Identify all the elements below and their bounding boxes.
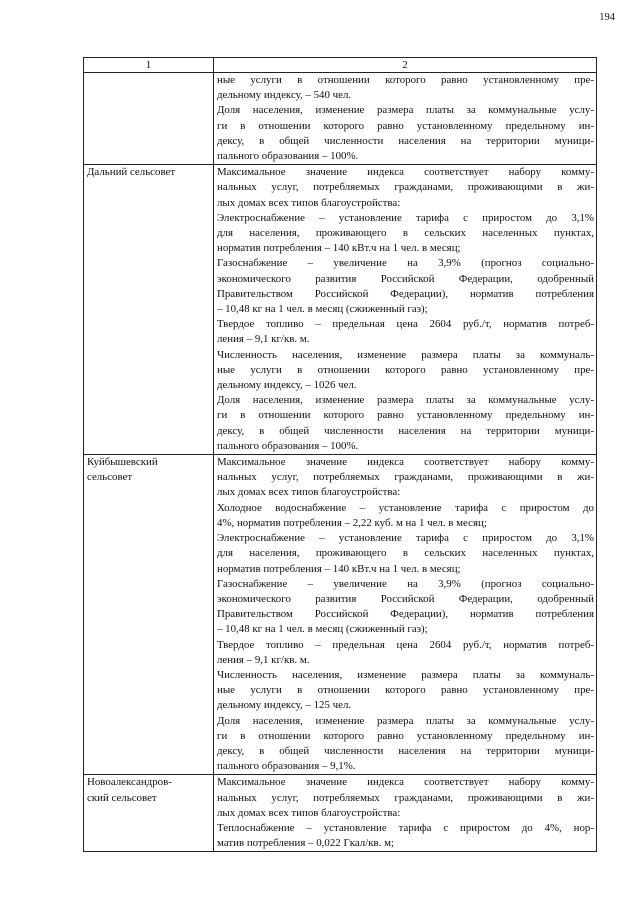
description-line: Доля населения, изменение размера платы за коммунальные услу- xyxy=(217,104,594,117)
description-line: – 10,48 кг на 1 чел. в месяц (сжиженный газ); xyxy=(217,303,428,316)
description-line: Правительством Российской Федерации), норматив потребления xyxy=(217,608,594,621)
municipality-cell xyxy=(84,775,214,852)
description-cell xyxy=(214,775,597,852)
municipality-cell xyxy=(84,455,214,775)
description-line: Газоснабжение – увеличение на 3,9% (прогноз социально- xyxy=(217,577,594,590)
column-header: 1 xyxy=(84,58,214,73)
description-line: нальных услуг, потребляемых гражданами, проживающими в жи- xyxy=(217,181,594,194)
description-line: Численность населения, изменение размера платы за коммуналь- xyxy=(217,668,594,681)
description-line: лых домах всех типов благоустройства: xyxy=(217,486,401,499)
description-line: лых домах всех типов благоустройства: xyxy=(217,806,401,819)
description-line: Электроснабжение – установление тарифа с приростом до 3,1% xyxy=(217,532,594,545)
description-line: нальных услуг, потребляемых гражданами, проживающими в жи- xyxy=(217,791,594,804)
description-line: ления – 9,1 кг/кв. м. xyxy=(217,653,310,666)
description-line: норматив потребления – 140 кВт.ч на 1 чел. в месяц; xyxy=(217,242,461,255)
page-number: 194 xyxy=(599,12,615,23)
table-header-row xyxy=(84,58,597,73)
municipality-name-line: Куйбышевский xyxy=(87,456,158,469)
description-line: ги в отношении которого равно установленному предельному ин- xyxy=(217,119,594,132)
description-line: для населения, проживающего в сельских населенных пунктах, xyxy=(217,547,594,560)
description-line: дельному индексу, – 125 чел. xyxy=(217,699,352,712)
description-line: Твердое топливо – предельная цена 2604 руб./т, норматив потреб- xyxy=(217,638,594,651)
description-line: Максимальное значение индекса соответствует набору комму- xyxy=(217,166,594,179)
table-row xyxy=(84,73,597,165)
description-line: 4%, норматив потребления – 2,22 куб. м на 1 чел. в месяц; xyxy=(217,516,487,529)
indicator-table xyxy=(83,57,597,852)
description-line: дексу, в общей численности населения на территории муници- xyxy=(217,134,594,147)
description-cell xyxy=(214,165,597,455)
description-line: ги в отношении которого равно установленному предельному ин- xyxy=(217,729,594,742)
description-line: дексу, в общей численности населения на территории муници- xyxy=(217,744,594,757)
description-line: норматив потребления – 140 кВт.ч на 1 чел. в месяц; xyxy=(217,562,461,575)
description-line: для населения, проживающего в сельских населенных пунктах, xyxy=(217,227,594,240)
description-line: Твердое топливо – предельная цена 2604 руб./т, норматив потреб- xyxy=(217,318,594,331)
municipality-name-line: сельсовет xyxy=(87,471,133,484)
description-cell xyxy=(214,455,597,775)
table-row xyxy=(84,775,597,852)
description-line: Численность населения, изменение размера платы за коммуналь- xyxy=(217,348,594,361)
description-line: дельному индексу, – 540 чел. xyxy=(217,89,352,102)
description-line: пального образования – 9,1%. xyxy=(217,760,356,773)
description-line: пального образования – 100%. xyxy=(217,439,359,452)
table-row xyxy=(84,455,597,775)
description-line: ги в отношении которого равно установленному предельному ин- xyxy=(217,409,594,422)
description-line: экономического развития Российской Федерации, одобренный xyxy=(217,592,594,605)
description-line: экономического развития Российской Федерации, одобренный xyxy=(217,272,594,285)
description-line: дельному индексу, – 1026 чел. xyxy=(217,379,357,392)
municipality-cell xyxy=(84,73,214,165)
description-line: Правительством Российской Федерации), норматив потребления xyxy=(217,287,594,300)
municipality-name-line: Новоалександров- xyxy=(87,776,172,789)
description-line: Доля населения, изменение размера платы за коммунальные услу- xyxy=(217,394,594,407)
description-line: Максимальное значение индекса соответствует набору комму- xyxy=(217,776,594,789)
description-line: Холодное водоснабжение – установление тарифа с приростом до xyxy=(217,501,594,514)
description-line: пального образования – 100%. xyxy=(217,150,359,163)
municipality-name-line: ский сельсовет xyxy=(87,791,157,804)
description-line: ные услуги в отношении которого равно установленному пре- xyxy=(217,684,594,697)
description-line: матив потребления – 0,022 Гкал/кв. м; xyxy=(217,837,395,850)
description-line: лых домах всех типов благоустройства: xyxy=(217,196,401,209)
municipality-cell xyxy=(84,165,214,455)
description-line: ления – 9,1 кг/кв. м. xyxy=(217,333,310,346)
description-line: Электроснабжение – установление тарифа с приростом до 3,1% xyxy=(217,211,594,224)
description-line: ные услуги в отношении которого равно установленному пре- xyxy=(217,74,594,86)
description-cell xyxy=(214,73,597,165)
table-row xyxy=(84,165,597,455)
column-header: 2 xyxy=(214,58,597,73)
description-line: Теплоснабжение – установление тарифа с приростом до 4%, нор- xyxy=(217,821,594,834)
description-line: Газоснабжение – увеличение на 3,9% (прогноз социально- xyxy=(217,257,594,270)
municipality-name-line: Дальний сельсовет xyxy=(87,166,176,179)
description-line: Максимальное значение индекса соответствует набору комму- xyxy=(217,456,594,469)
description-line: Доля населения, изменение размера платы за коммунальные услу- xyxy=(217,714,594,727)
description-line: дексу, в общей численности населения на территории муници- xyxy=(217,424,594,437)
description-line: нальных услуг, потребляемых гражданами, проживающими в жи- xyxy=(217,471,594,484)
description-line: – 10,48 кг на 1 чел. в месяц (сжиженный газ); xyxy=(217,623,428,636)
description-line: ные услуги в отношении которого равно установленному пре- xyxy=(217,363,594,376)
